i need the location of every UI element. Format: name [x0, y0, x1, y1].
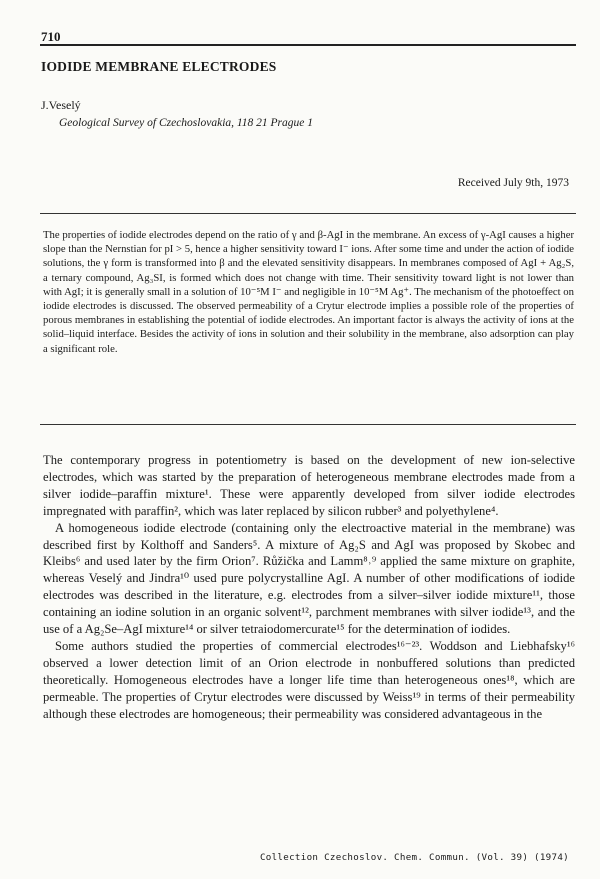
- article-title: IODIDE MEMBRANE ELECTRODES: [41, 59, 277, 74]
- body-paragraph-2: A homogeneous iodide electrode (containing only the electroactive material in the membrane) was described first by Kolthoff and Sanders⁵. A mixture of Ag₂S and AgI was proposed by Skobec and Kleibs⁶ and used later by the firm Orion⁷. Růžička and Lamm⁸˒⁹ applied the same mixture on graphite, whereas Veselý and Jindra¹⁰ used pure polycrystalline AgI. A number of other modifications of iodide electrodes was described in the literature, e.g. electrodes from a silver–silver iodide mixture¹¹, those containing an iodine solution in an organic solvent¹², parchment membranes with silver iodide¹³, and the use of a Ag₂Se–AgI mixture¹⁴ or silver tetraiodomercurate¹⁵ for the determination of iodides.: [43, 520, 575, 637]
- header-rule: [40, 44, 576, 46]
- abstract-top-rule: [40, 213, 576, 214]
- article-body: [43, 452, 575, 723]
- abstract-text: The properties of iodide electrodes depend on the ratio of γ and β-AgI in the membrane. An excess of γ-AgI causes a higher slope than the Nernstian for pI > 5, hence a higher sensitivity toward I⁻ ions. After some time and under the action of iodide solutions, the γ form is transformed into β and the elevated sensitivity disappears. In membranes composed of AgI + Ag₂S, a ternary compound, Ag₃SI, is formed which does not change with time. Their sensitivity toward light is not lower than with AgI; it is generally small in a solution of 10⁻⁵M I⁻ and negligible in 10⁻⁵M Ag⁺. The mechanism of the photoeffect on iodide electrodes is discussed. The observed permeability of a Crytur electrode implies a possible role of the properties of porous membranes in establishing the potential of iodide electrodes. An important factor is always the activity of ions at the solid–liquid interface. Besides the activity of ions in solution and their solubility in the membrane, also adsorption can play a significant role.: [43, 229, 574, 355]
- page-number: 710: [41, 29, 61, 44]
- journal-footer: Collection Czechoslov. Chem. Commun. (Vol. 39) (1974): [259, 852, 569, 863]
- received-date: Received July 9th, 1973: [457, 177, 569, 189]
- abstract-bottom-rule: [40, 424, 576, 425]
- body-paragraph-1: The contemporary progress in potentiometry is based on the development of new ion-selective electrodes, which was started by the preparation of heterogeneous membrane electrodes made from a silver iodide–paraffin mixture¹. These were apparently developed from silver iodide electrodes impregnated with paraffin², which was later replaced by silicon rubber³ and polyethylene⁴.: [43, 453, 575, 518]
- body-paragraph-3: Some authors studied the properties of commercial electrodes¹⁶⁻²³. Woddson and Liebhafsky¹⁶ observed a lower detection limit of an Orion electrode in nonbuffered solutions than predicted theoretically. Homogeneous electrodes have a longer life time than heterogeneous ones¹⁸, which are permeable. The properties of Crytur electrodes were discussed by Weiss¹⁹ in terms of their permeability although these electrodes are homogeneous; their permeability was considered advantageous in the: [43, 638, 575, 721]
- author-name: J.Veselý: [41, 98, 81, 112]
- author-affiliation: Geological Survey of Czechoslovakia, 118 21 Prague 1: [59, 117, 314, 129]
